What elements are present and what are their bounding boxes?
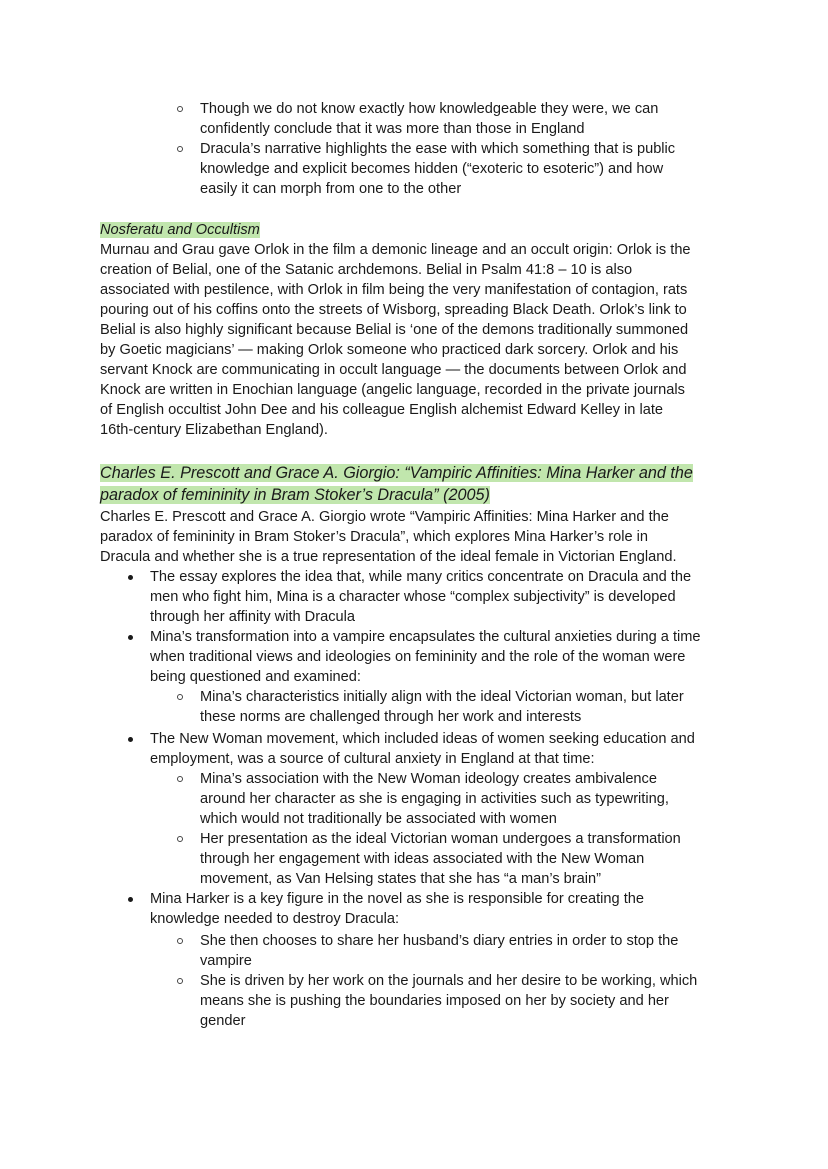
list-item-line: means she is pushing the boundaries imposed on her by society and her bbox=[200, 993, 669, 1009]
list-item-line: confidently conclude that it was more than those in England bbox=[200, 121, 585, 137]
list-item-line: which would not traditionally be associated with women bbox=[200, 811, 557, 827]
paragraph-line: Dracula and whether she is a true representation of the ideal female in Victorian England. bbox=[100, 549, 677, 565]
list-item-line: Her presentation as the ideal Victorian woman undergoes a transformation bbox=[200, 831, 681, 847]
paragraph-line: of English occultist John Dee and his colleague English alchemist Edward Kelley in late bbox=[100, 402, 663, 418]
paragraph-line: creation of Belial, one of the Satanic archdemons. Belial in Psalm 41:8 – 10 is also bbox=[100, 262, 633, 278]
list-item-line: Dracula’s narrative highlights the ease with which something that is public bbox=[200, 141, 676, 157]
list-item-line: men who fight him, Mina is a character whose “complex subjectivity” is developed bbox=[150, 589, 676, 605]
highlighted-heading: Nosferatu and Occultism bbox=[100, 222, 260, 238]
paragraph-line: 16th-century Elizabethan England). bbox=[100, 422, 328, 438]
paragraph-line: Knock are written in Enochian language (angelic language, recorded in the private journals bbox=[100, 382, 685, 398]
hollow-bullet-icon bbox=[177, 106, 183, 112]
paragraph-line: Belial is also highly significant because Belial is ‘one of the demons traditionally summoned bbox=[100, 322, 689, 338]
list-item-line: She then chooses to share her husband’s diary entries in order to stop the bbox=[200, 933, 679, 949]
list-item-line: these norms are challenged through her work and interests bbox=[200, 709, 582, 725]
bullet-icon bbox=[128, 575, 133, 580]
list-item-line: easily it can morph from one to the other bbox=[200, 181, 462, 197]
hollow-bullet-icon bbox=[177, 978, 183, 984]
section-heading bbox=[100, 462, 693, 484]
list-item-line: Though we do not know exactly how knowledgeable they were, we can bbox=[200, 101, 659, 117]
list-item-line: movement, as Van Helsing states that she has “a man’s brain” bbox=[200, 871, 601, 887]
paragraph-line: associated with pestilence, with Orlok in film being the very manifestation of contagion, rats bbox=[100, 282, 688, 298]
bullet-icon bbox=[128, 897, 133, 902]
highlighted-heading: paradox of femininity in Bram Stoker’s Dracula” (2005) bbox=[100, 486, 490, 504]
list-item-line: Mina Harker is a key figure in the novel as she is responsible for creating the bbox=[150, 891, 644, 907]
list-item-line: being questioned and examined: bbox=[150, 669, 361, 685]
section-heading bbox=[100, 220, 260, 240]
list-item-line: knowledge and explicit becomes hidden (“exoteric to esoteric”) and how bbox=[200, 161, 664, 177]
hollow-bullet-icon bbox=[177, 938, 183, 944]
bullet-icon bbox=[128, 635, 133, 640]
paragraph-line: Charles E. Prescott and Grace A. Giorgio wrote “Vampiric Affinities: Mina Harker and the bbox=[100, 509, 669, 525]
list-item-line: The New Woman movement, which included ideas of women seeking education and bbox=[150, 731, 695, 747]
paragraph-line: paradox of femininity in Bram Stoker’s Dracula”, which explores Mina Harker’s role in bbox=[100, 529, 649, 545]
paragraph-line: Murnau and Grau gave Orlok in the film a demonic lineage and an occult origin: Orlok is the bbox=[100, 242, 691, 258]
list-item-line: when traditional views and ideologies on femininity and the role of the woman were bbox=[150, 649, 686, 665]
hollow-bullet-icon bbox=[177, 694, 183, 700]
list-item-line: Mina’s transformation into a vampire encapsulates the cultural anxieties during a time bbox=[150, 629, 701, 645]
paragraph-line: servant Knock are communicating in occult language — the documents between Orlok and bbox=[100, 362, 687, 378]
paragraph-line: pouring out of his coffins onto the streets of Wisborg, spreading Black Death. Orlok’s link to bbox=[100, 302, 687, 318]
list-item-line: Mina’s association with the New Woman ideology creates ambivalence bbox=[200, 771, 657, 787]
list-item-line: Mina’s characteristics initially align with the ideal Victorian woman, but later bbox=[200, 689, 684, 705]
section-heading bbox=[100, 484, 490, 506]
list-item-line: through her affinity with Dracula bbox=[150, 609, 355, 625]
paragraph-line: by Goetic magicians’ — making Orlok someone who practiced dark sorcery. Orlok and his bbox=[100, 342, 679, 358]
list-item-line: vampire bbox=[200, 953, 252, 969]
bullet-icon bbox=[128, 737, 133, 742]
list-item-line: knowledge needed to destroy Dracula: bbox=[150, 911, 400, 927]
hollow-bullet-icon bbox=[177, 146, 183, 152]
list-item-line: gender bbox=[200, 1013, 246, 1029]
list-item-line: The essay explores the idea that, while many critics concentrate on Dracula and the bbox=[150, 569, 692, 585]
hollow-bullet-icon bbox=[177, 776, 183, 782]
list-item-line: through her engagement with ideas associated with the New Woman bbox=[200, 851, 645, 867]
hollow-bullet-icon bbox=[177, 836, 183, 842]
highlighted-heading: Charles E. Prescott and Grace A. Giorgio: “Vampiric Affinities: Mina Harker and the bbox=[100, 464, 693, 482]
list-item-line: around her character as she is engaging in activities such as typewriting, bbox=[200, 791, 669, 807]
list-item-line: employment, was a source of cultural anxiety in England at that time: bbox=[150, 751, 595, 767]
list-item-line: She is driven by her work on the journals and her desire to be working, which bbox=[200, 973, 698, 989]
